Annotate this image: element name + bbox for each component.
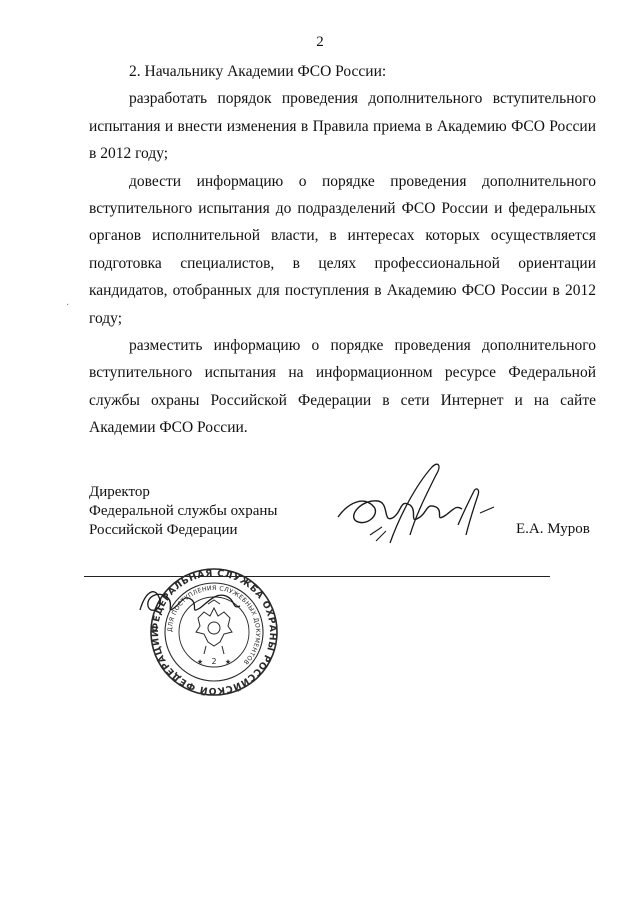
signatory-name: Е.А. Муров <box>516 521 590 537</box>
signatory-position <box>89 483 277 540</box>
position-line-1: Директор <box>89 484 150 500</box>
paragraph-develop-procedure: разработать порядок проведения дополнительного вступительного испытания и внести изменения в Правила приема в Академию ФСО России в 2012 году; <box>89 90 596 163</box>
seal-star-right: ★ <box>224 658 232 666</box>
handwritten-signature <box>330 455 500 550</box>
paragraph-publish-information: разместить информацию о порядке проведения дополнительного вступительного испытания на информационном ресурсе Федеральной службы охраны Российской Федерации в сети Интернет и на сайте Академии ФСО России. <box>89 337 596 437</box>
seal-outer-text: ФЕДЕРАЛЬНАЯ СЛУЖБА ОХРАНЫ РОССИЙСКОЙ ФЕДЕРАЦИИ <box>149 567 279 697</box>
seal-handwritten-mark <box>136 580 246 620</box>
paragraph-communicate-information: довести информацию о порядке проведения дополнительного вступительного испытания до подразделений ФСО России и федеральных органов исполнительной власти, в интересах которых осуществляется подготовка специалистов, в целях профессиональной ориентации кандидатов, отобранных для поступления в Академию ФСО России в 2012 году; <box>89 172 596 327</box>
margin-dot: · <box>66 300 70 311</box>
page-number: 2 <box>316 34 324 50</box>
seal-inner-text: ДЛЯ ПОСТУПЛЕНИЯ СЛУЖЕБНЫХ ДОКУМЕНТОВ <box>166 584 262 666</box>
seal-number: 2 <box>211 657 217 666</box>
position-line-2: Федеральной службы охраны <box>89 503 278 519</box>
paragraph-heading: 2. Начальнику Академии ФСО России: <box>129 63 387 80</box>
seal-star-left: ★ <box>196 658 204 666</box>
document-body <box>89 58 596 442</box>
position-line-3: Российской Федерации <box>89 522 238 538</box>
